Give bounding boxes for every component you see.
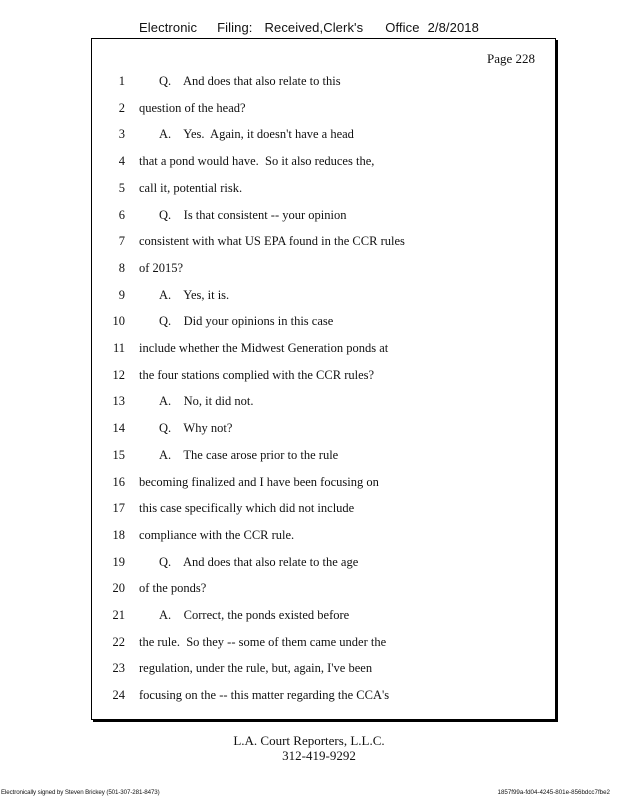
filing-header-received: Received,Clerk's [264,20,364,35]
line-number: 11 [112,341,125,355]
line-number: 21 [112,608,125,622]
document-hash: 1857f99a-fd04-4245-801e-856bdcc7fbe2 [497,789,610,796]
line-number: 5 [118,180,125,195]
line-number: 13 [112,394,125,409]
line-number: 4 [118,154,125,169]
transcript-line [92,472,555,492]
line-text: A. No, it did not. [159,394,254,409]
transcript-line [92,311,555,331]
transcript-line [92,71,555,91]
transcript-line [92,338,555,358]
line-number: 6 [118,207,125,222]
filing-header-electronic: Electronic [139,20,198,35]
line-text: A. Correct, the ponds existed before [159,608,350,622]
transcript-line [92,445,555,465]
line-number: 9 [118,287,125,302]
transcript-line [92,525,555,545]
transcript-page [91,38,556,720]
line-text: compliance with the CCR rule. [139,527,295,542]
line-number: 15 [112,447,125,462]
line-text: the rule. So they -- some of them came under the [139,634,387,649]
line-text: A. Yes, it is. [159,287,230,302]
line-number: 7 [118,234,125,249]
transcript-line [92,498,555,518]
line-number: 14 [112,421,125,436]
line-text: becoming finalized and I have been focusing on [139,474,379,489]
line-text: call it, potential risk. [139,180,243,195]
line-number: 8 [118,260,125,275]
line-number: 16 [112,474,125,489]
footer-phone-number: 312-419-9292 [282,748,356,763]
line-text: the four stations complied with the CCR rules? [139,367,375,382]
filing-header [0,20,618,35]
line-number: 17 [112,501,125,516]
line-text: Q. And does that also relate to this [159,74,341,88]
line-text: focusing on the -- this matter regarding the CCA's [139,688,390,703]
line-text: Q. Is that consistent -- your opinion [159,207,347,222]
line-number: 2 [118,100,125,115]
line-number: 22 [112,634,125,649]
line-text: A. The case arose prior to the rule [159,447,339,462]
footer-reporter-name: L.A. Court Reporters, L.L.C. [233,733,385,748]
line-text: Q. Did your opinions in this case [159,314,334,329]
transcript-line [92,365,555,385]
line-number: 1 [118,74,125,88]
line-number: 19 [112,554,125,569]
line-text: question of the head? [139,100,246,115]
line-text: of 2015? [139,260,184,275]
transcript-line [92,552,555,572]
transcript-line [92,151,555,171]
line-text: consistent with what US EPA found in the CCR rules [139,234,405,249]
transcript-line [92,391,555,411]
line-text: A. Yes. Again, it doesn't have a head [159,127,354,142]
filing-header-office: Office [385,20,420,35]
line-number: 24 [112,688,125,703]
transcript-line [92,178,555,198]
line-number: 20 [112,581,125,596]
footer-phone-line [0,748,618,764]
line-text: of the ponds? [139,581,207,596]
transcript-line [92,205,555,225]
transcript-line [92,285,555,305]
transcript-line [92,685,555,705]
transcript-line [92,124,555,144]
line-text: Q. And does that also relate to the age [159,554,359,569]
transcript-line [92,605,555,625]
line-number: 18 [112,527,125,542]
line-number: 3 [118,127,125,142]
transcript-line [92,418,555,438]
transcript-line [92,578,555,598]
transcript-line [92,658,555,678]
line-text: this case specifically which did not include [139,501,355,516]
line-number: 23 [112,661,125,676]
line-number: 10 [112,314,125,329]
transcript-line [92,258,555,278]
filing-header-filing: Filing: [217,20,253,35]
page-number: Page 228 [486,51,535,66]
line-text: that a pond would have. So it also reduces the, [139,154,375,169]
line-number: 12 [112,367,125,382]
line-text: regulation, under the rule, but, again, I've been [139,661,373,676]
electronic-signature: Electronically signed by Steven Brickey (501-307-281-8473) [1,789,160,796]
transcript-line [92,632,555,652]
line-text: include whether the Midwest Generation ponds at [139,341,389,355]
line-text: Q. Why not? [159,421,233,436]
transcript-line [92,231,555,251]
transcript-line [92,98,555,118]
filing-header-date: 2/8/2018 [427,20,479,35]
